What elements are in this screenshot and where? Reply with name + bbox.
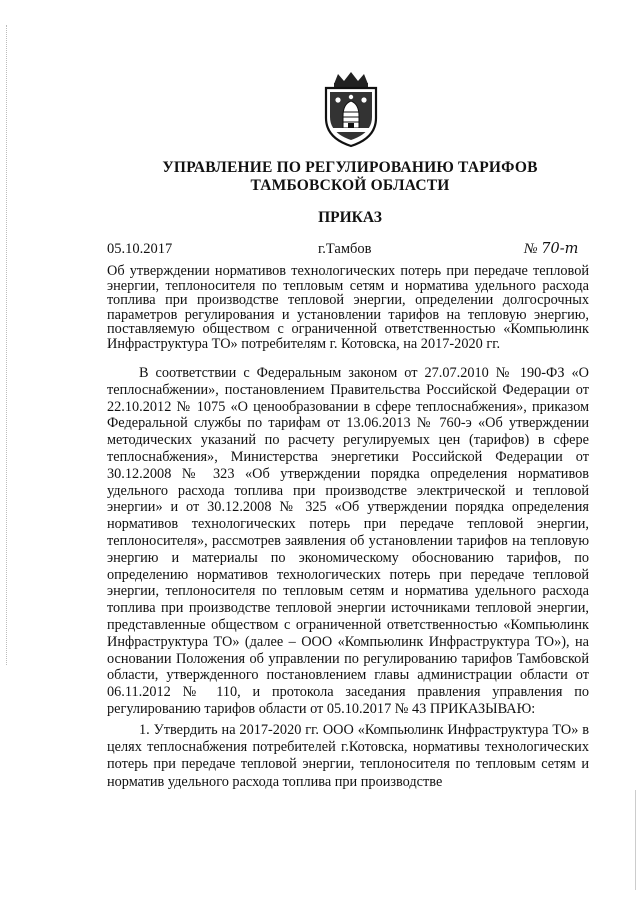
order-subject: Об утверждении нормативов технологических потерь при передаче тепловой энергии, теплоносителя по тепловым сетям и норматива удельного расхода топлива при производстве тепловой энергии, определении долгосрочных параметров регулирования и установлении тарифов на тепловую энергию, поставляемую обществом с ограниченной ответственностью «Компьюлинк Инфраструктура ТО» потребителям г. Котовска, на 2017-2020 гг. bbox=[107, 263, 589, 352]
document-type: ПРИКАЗ bbox=[318, 209, 382, 226]
number-sign: № bbox=[524, 241, 538, 257]
order-date: 05.10.2017 bbox=[107, 241, 173, 257]
authority-name-line1: УПРАВЛЕНИЕ ПО РЕГУЛИРОВАНИЮ ТАРИФОВ bbox=[162, 159, 538, 176]
order-city: г.Тамбов bbox=[318, 241, 372, 257]
coat-of-arms-icon bbox=[316, 70, 386, 148]
scan-margin-marks bbox=[6, 25, 21, 665]
scan-edge bbox=[627, 790, 636, 890]
order-preamble: В соответствии с Федеральным законом от 27.07.2010 № 190-ФЗ «О теплоснабжении», постановлением Правительства Российской Федерации от 22.10.2012 № 1075 «О ценообразовании в сфере теплоснабжения», приказом Федеральной службы по тарифам от 13.06.2013 № 760-э «Об утверждении методических указаний по расчету регулируемых цен (тарифов) в сфере теплоснабжения», Министерства энергетики Российской Федерации от 30.12.2008 № 323 «Об утверждении порядка определения нормативов удельного расхода топлива при производстве электрической и тепловой энергии» и от 30.12.2008 № 325 «Об утверждении порядка определения нормативов технологических потерь при передаче тепловой энергии, теплоносителя», рассмотрев заявления об установлении тарифов на тепловую энергию и материалы по экономическому обоснованию тарифов, по определению нормативов технологических потерь при передаче тепловой энергии, теплоносителя по тепловым сетям и норматива удельного расхода топлива при производстве тепловой энергии источниками тепловой энергии, представленные обществом с ограниченной ответственностью «Компьюлинк Инфраструктура ТО» (далее – ООО «Компьюлинк Инфраструктура ТО»), на основании Положения об управлении по регулированию тарифов Тамбовской области, утвержденного постановлением главы администрации области от 06.11.2012 № 110, и протокола заседания правления управления по регулированию тарифов области от 05.10.2017 № 43 ПРИКАЗЫВАЮ: bbox=[107, 365, 589, 717]
handwritten-number: 70-т bbox=[541, 241, 579, 257]
order-number bbox=[524, 241, 578, 258]
authority-name-line2: ТАМБОВСКОЙ ОБЛАСТИ bbox=[250, 177, 450, 194]
order-item-1: 1. Утвердить на 2017-2020 гг. ООО «Компьюлинк Инфраструктура ТО» в целях теплоснабжения потребителей г.Котовска, нормативы технологических потерь при передаче тепловой энергии, теплоносителя по тепловым сетям и норматив удельного расхода топлива при производстве bbox=[107, 722, 589, 790]
